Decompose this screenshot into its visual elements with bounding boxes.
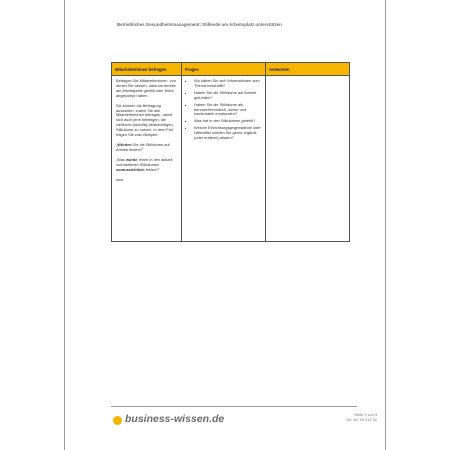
cell-answers[interactable]: [266, 76, 350, 242]
cell-questions: [182, 76, 266, 242]
list-item: • Haben Sie die Stillräume auf Anhieb gefunden?: [194, 91, 261, 101]
header-answers: Antworten: [266, 63, 350, 76]
article-number: Art.-Nr. 99.214.32: [346, 417, 377, 423]
list-item: • Wo haben Sie sich Informationen zum Thema beschafft?: [194, 79, 261, 89]
list-item: • Haben Sie die Stillräume als benutzerfreundlich, sicher und komfortabel empfunden?: [194, 103, 261, 118]
table-header-row: [112, 63, 350, 76]
employees-paragraph-1: Befragen Sie Mitarbeiterinnen, von denen Sie wissen, dass sie bereits am Arbeitsplatz gestillt oder Milch abgepumpt haben.: [116, 78, 176, 98]
header-questions: Frages: [182, 63, 266, 76]
survey-table: [111, 62, 350, 242]
document-title: Betriebliches Gesundheitsmanagement: Stillende am Arbeitsplatz unterstützen: [117, 22, 282, 27]
cell-employees: [112, 76, 182, 242]
header-employees: Mitarbeiterinnen befragen: [112, 63, 182, 76]
employees-paragraph-2: Sie können die Befragung ausweiten, indem Sie alle Mitarbeiterinnen befragen, damit sich auch jene beteiligen, die vielleicht zukünftig beabsichtigen, Stillräume zu nutzen. In dem Fall fragen Sie zum Beispiel:: [116, 102, 174, 138]
list-item: • Was hat in den Stillräumen gefehlt?: [194, 119, 261, 124]
list-item: • Welche Einrichtungsgegenstände oder Hilfsmittel würden Sie gerne ergänzt (oder entfernt) wissen?: [194, 126, 261, 141]
brand-logo: business-wissen.de: [125, 413, 225, 425]
usw-text: usw.: [116, 176, 124, 182]
page-number: Seite 2 von 3: [354, 412, 377, 417]
questions-list: [182, 76, 265, 141]
example-question-2: „Was würde Ihnen in den aktuell vorhandenen Stillräumen voraussichtlich fehlen?": [116, 156, 173, 172]
page-info: [315, 412, 377, 422]
table-row: [112, 76, 350, 242]
brand-dot-icon: [113, 416, 122, 425]
footer-divider: [111, 406, 357, 407]
example-question-1: „Würden Sie die Stillräume auf Anhieb finden?": [116, 141, 170, 152]
document-page: [64, 0, 386, 450]
